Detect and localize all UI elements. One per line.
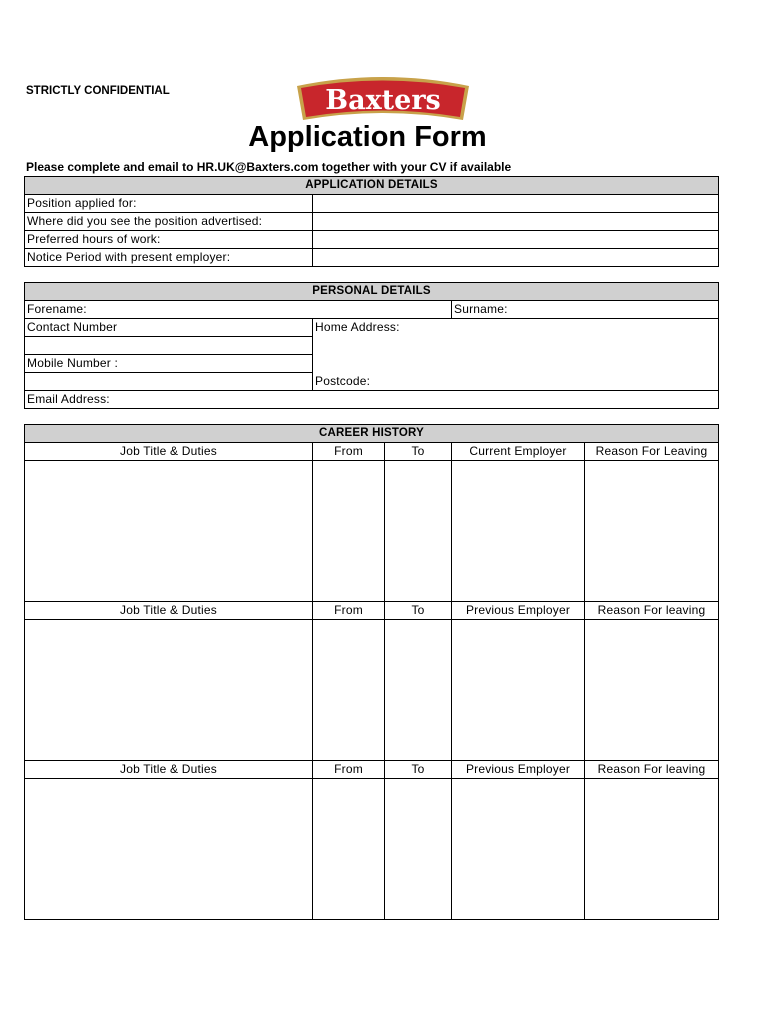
- from-date-field[interactable]: [313, 779, 385, 920]
- home-address-field[interactable]: Home Address:: [313, 319, 719, 337]
- job-title-header: Job Title & Duties: [25, 443, 313, 461]
- employer-header: Current Employer: [452, 443, 585, 461]
- reason-field[interactable]: [585, 461, 719, 602]
- personal-details-table: [24, 282, 719, 409]
- home-address-area[interactable]: [313, 355, 719, 373]
- reason-header: Reason For leaving: [585, 761, 719, 779]
- job-title-header: Job Title & Duties: [25, 602, 313, 620]
- career-history-heading: CAREER HISTORY: [25, 425, 719, 443]
- position-applied-field[interactable]: [313, 195, 719, 213]
- employer-header: Previous Employer: [452, 602, 585, 620]
- preferred-hours-label: Preferred hours of work:: [25, 231, 313, 249]
- to-date-field[interactable]: [385, 461, 452, 602]
- contact-number-label: Contact Number: [25, 319, 313, 337]
- from-header: From: [313, 761, 385, 779]
- notice-period-label: Notice Period with present employer:: [25, 249, 313, 267]
- from-header: From: [313, 602, 385, 620]
- to-date-field[interactable]: [385, 779, 452, 920]
- employer-field[interactable]: [452, 620, 585, 761]
- reason-header: Reason For leaving: [585, 602, 719, 620]
- job-duties-field[interactable]: [25, 779, 313, 920]
- application-details-table: [24, 176, 719, 267]
- job-duties-field[interactable]: [25, 461, 313, 602]
- forename-field[interactable]: Forename:: [25, 301, 452, 319]
- reason-field[interactable]: [585, 620, 719, 761]
- advert-source-field[interactable]: [313, 213, 719, 231]
- employer-field[interactable]: [452, 461, 585, 602]
- employer-field[interactable]: [452, 779, 585, 920]
- personal-details-heading: PERSONAL DETAILS: [25, 283, 719, 301]
- position-applied-label: Position applied for:: [25, 195, 313, 213]
- reason-header: Reason For Leaving: [585, 443, 719, 461]
- surname-field[interactable]: Surname:: [452, 301, 719, 319]
- career-history-table: [24, 424, 719, 920]
- postcode-field[interactable]: Postcode:: [313, 373, 719, 391]
- notice-period-field[interactable]: [313, 249, 719, 267]
- advert-source-label: Where did you see the position advertised:: [25, 213, 313, 231]
- to-date-field[interactable]: [385, 620, 452, 761]
- job-duties-field[interactable]: [25, 620, 313, 761]
- confidential-label: STRICTLY CONFIDENTIAL: [26, 85, 170, 97]
- from-date-field[interactable]: [313, 461, 385, 602]
- to-header: To: [385, 443, 452, 461]
- mobile-number-label: Mobile Number :: [25, 355, 313, 373]
- instructions-text: Please complete and email to HR.UK@Baxters.com together with your CV if available: [26, 160, 512, 174]
- page-title: Application Form: [248, 121, 487, 153]
- preferred-hours-field[interactable]: [313, 231, 719, 249]
- baxters-logo: [291, 72, 475, 126]
- from-header: From: [313, 443, 385, 461]
- mobile-number-field[interactable]: [25, 373, 313, 391]
- to-header: To: [385, 602, 452, 620]
- email-address-field[interactable]: Email Address:: [25, 391, 719, 409]
- to-header: To: [385, 761, 452, 779]
- contact-number-field[interactable]: [25, 337, 313, 355]
- logo-text: Baxters: [325, 85, 441, 116]
- from-date-field[interactable]: [313, 620, 385, 761]
- home-address-area[interactable]: [313, 337, 719, 355]
- employer-header: Previous Employer: [452, 761, 585, 779]
- reason-field[interactable]: [585, 779, 719, 920]
- job-title-header: Job Title & Duties: [25, 761, 313, 779]
- application-details-heading: APPLICATION DETAILS: [25, 177, 719, 195]
